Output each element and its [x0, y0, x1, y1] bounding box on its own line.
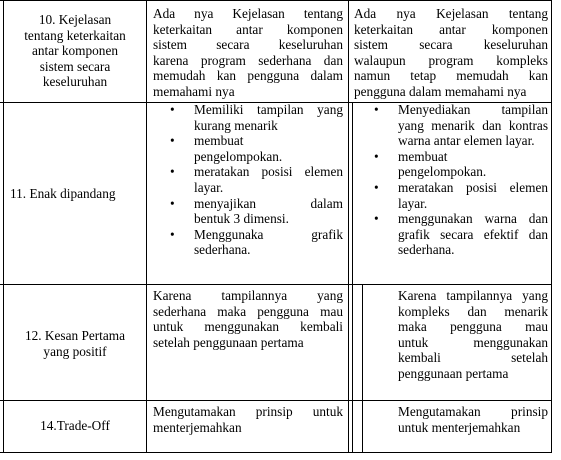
cell-line: Karena tampilannya yang — [153, 288, 343, 303]
cell-line: pengguna dalam memahami nya — [354, 83, 527, 99]
list-item — [374, 102, 548, 149]
cell-line: setelah penggunaan pertama — [153, 334, 304, 350]
criterion-cell — [10, 186, 146, 202]
complex-design-cell — [354, 6, 548, 100]
column-divider-inner — [352, 102, 353, 453]
list-item — [374, 179, 548, 211]
criterion-line: 11. Enak dipandang — [10, 186, 116, 201]
cell-line: meratakan posisi elemen — [398, 179, 548, 195]
simple-design-cell — [170, 102, 343, 258]
cell-line: menterjemahkan — [153, 419, 242, 435]
cell-line: bentuk 3 dimensi. — [194, 211, 289, 227]
list-item — [170, 133, 343, 164]
bullet-icon: • — [170, 102, 175, 117]
cell-line: meratakan posisi elemen — [194, 164, 343, 180]
list-item — [170, 102, 343, 133]
criterion-line: 10. Kejelasan — [38, 12, 112, 27]
criterion-cell — [4, 418, 146, 434]
cell-line: Memiliki tampilan yang — [194, 102, 343, 117]
cell-line: layar. — [398, 195, 428, 211]
simple-design-cell — [153, 404, 343, 435]
simple-design-cell — [153, 288, 343, 350]
simple-design-cell — [153, 6, 343, 100]
cell-line: sistem secara keseluruhan — [354, 37, 548, 53]
cell-line: kurang menarik — [194, 117, 278, 133]
column-divider — [551, 0, 552, 453]
column-divider-inner — [362, 284, 363, 453]
bullet-icon: • — [374, 148, 379, 164]
cell-line: menyajikan dalam — [194, 195, 343, 211]
criterion-line: keseluruhan — [42, 74, 108, 90]
row-divider — [0, 284, 551, 285]
cell-line: keterkaitan antar komponen — [153, 21, 343, 37]
cell-line: untuk menterjemahkan — [398, 419, 521, 435]
cell-line: sederhana. — [398, 242, 455, 258]
criterion-line: antar komponen — [31, 43, 119, 59]
cell-line: yang menarik dan kontras — [398, 117, 548, 133]
list-item — [170, 195, 343, 227]
bullet-icon: • — [374, 211, 379, 227]
cell-line: sederhana. — [194, 242, 251, 258]
cell-line: memahami nya — [153, 83, 235, 99]
criterion-line: 12. Kesan Pertama — [24, 328, 126, 343]
cell-line: Ada nya Kejelasan tentang — [153, 6, 343, 21]
cell-line: Menyediakan tampilan — [398, 102, 548, 117]
cell-line: penggunaan pertama — [398, 365, 509, 381]
complex-design-cell — [398, 288, 548, 382]
cell-line: pengelompokan. — [194, 148, 283, 164]
cell-line: Mengutamakan prinsip untuk — [153, 404, 343, 419]
criterion-line: 14.Trade-Off — [40, 418, 110, 433]
cell-line: keterkaitan antar komponen — [354, 21, 548, 37]
cell-line: maka pengguna mau — [398, 319, 548, 335]
list-item — [374, 211, 548, 258]
table-border-bottom — [0, 452, 551, 453]
table-border-top — [0, 0, 551, 1]
complex-design-cell — [374, 102, 548, 258]
list-item — [170, 226, 343, 258]
column-divider — [348, 0, 349, 453]
cell-line: Ada nya Kejelasan tentang — [354, 6, 548, 21]
cell-line: Karena tampilannya yang — [398, 288, 548, 303]
bullet-icon: • — [170, 164, 175, 180]
cell-line: grafik secara efektif dan — [398, 226, 548, 242]
cell-line: Mengutamakan prinsip — [398, 404, 548, 419]
bullet-icon: • — [374, 102, 379, 117]
bullet-icon: • — [170, 195, 175, 211]
cell-line: membuat — [398, 148, 448, 164]
cell-line: layar. — [194, 179, 224, 195]
criterion-line: tentang keterkaitan — [24, 27, 126, 43]
cell-line: menggunakan warna dan — [398, 211, 548, 227]
cell-line: untuk menggunakan kembali — [153, 319, 343, 335]
cell-line: untuk menggunakan — [398, 334, 548, 350]
cell-line: kembali setelah — [398, 350, 548, 366]
cell-line: warna antar elemen layar. — [398, 133, 535, 149]
criterion-line: yang positif — [43, 343, 107, 359]
cell-line: karena program sederhana dan — [153, 52, 343, 68]
criterion-cell — [4, 12, 146, 90]
complex-design-cell — [398, 404, 548, 435]
row-divider — [0, 400, 551, 401]
criterion-cell — [4, 328, 146, 359]
list-item — [374, 148, 548, 180]
criterion-line: sistem secara — [39, 58, 111, 74]
cell-line: kompleks dan menarik — [398, 303, 548, 319]
cell-line: sistem secara keseluruhan — [153, 37, 343, 53]
column-divider — [146, 0, 147, 453]
cell-line: walaupun program kompleks — [354, 52, 548, 68]
cell-line: memudah kan pengguna dalam — [153, 68, 343, 84]
cell-line: membuat — [194, 133, 244, 149]
cell-line: pengelompokan. — [398, 164, 487, 180]
bullet-icon: • — [374, 179, 379, 195]
list-item — [170, 164, 343, 195]
bullet-icon: • — [170, 226, 175, 242]
cell-line: sederhana maka pengguna mau — [153, 303, 343, 319]
cell-line: Menggunaka grafik — [194, 226, 343, 242]
cell-line: namun tetap memudah kan — [354, 68, 548, 84]
bullet-icon: • — [170, 133, 175, 149]
